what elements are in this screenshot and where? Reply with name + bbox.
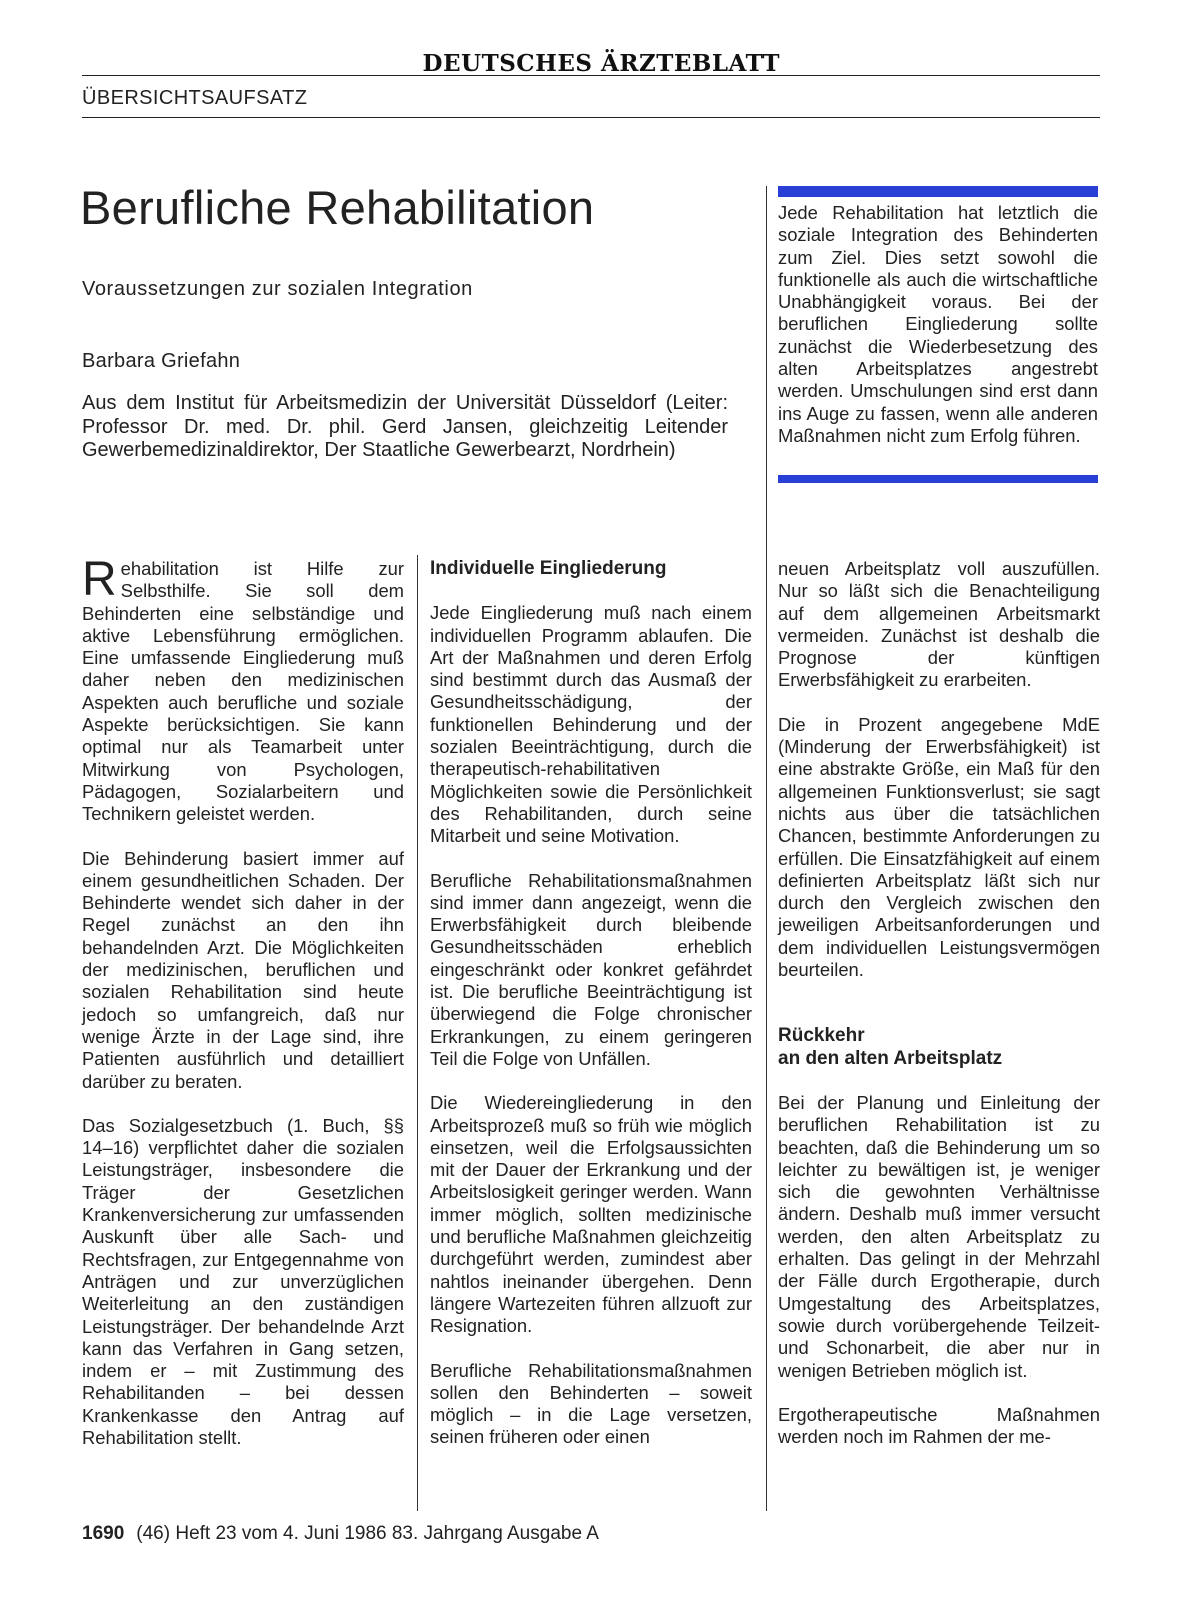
paragraph: Ergotherapeutische Maßnahmen werden noch im Rahmen der me- xyxy=(778,1403,1100,1448)
drop-cap: R xyxy=(82,553,117,606)
paragraph: Bei der Planung und Einleitung der beruflichen Rehabilitation ist zu beachten, daß die Behinderung um so leichter zu bewältigen ist, je weniger sich die gewohnten Verhältnisse ändern. Deshalb muß immer versucht werden, den alten Arbeitsplatz zu erhalten. Das gelingt in der Mehrzahl der Fälle durch Ergotherapie, durch Umgestaltung des Arbeitsplatzes, sowie durch vorübergehende Teilzeit- und Schonarbeit, die aber nur in wenigen Betrieben möglich ist. xyxy=(778,1091,1100,1381)
paragraph-text: ehabilitation ist Hilfe zur Selbsthilfe. Sie soll dem Behinderten eine selbständige und aktive Lebensführung ermöglichen. Eine umfassende Eingliederung muß daher neben den medizinischen Aspekten auch berufliche und soziale Aspekte berücksichtigen. Sie kann optimal nur als Teamarbeit unter Mitwirkung von Psychologen, Pädagogen, Sozialarbeitern und Technikern geleistet werden. xyxy=(82,558,404,825)
paragraph: Die Behinderung basiert immer auf einem gesundheitlichen Schaden. Der Behinderte wendet sich daher in der Regel zunächst an den ihn behandelnden Arzt. Die Möglichkeiten der medizinischen, beruflichen und sozialen Rehabilitation sind heute jedoch so umfangreich, daß nur wenige Ärzte in der Lage sind, ihre Patienten ausführlich und detailliert darüber zu beraten. xyxy=(82,847,404,1092)
section-label: ÜBERSICHTSAUFSATZ xyxy=(82,87,308,109)
paragraph: Jede Eingliederung muß nach einem individuellen Programm ablaufen. Die Art der Maßnahmen und deren Erfolg sind bestimmt durch das Ausmaß der Gesundheitsschädigung, der funktionellen Behinderung und der sozialen Beeinträchtigung, durch die therapeutisch-rehabilitativen Möglichkeiten sowie die Persönlichkeit des Rehabilitanden, durch seine Mitarbeit und seine Motivation. xyxy=(430,602,752,847)
article-subtitle: Voraussetzungen zur sozialen Integration xyxy=(82,278,473,300)
column-divider-1 xyxy=(417,555,418,1511)
paragraph: Berufliche Rehabilitationsmaßnahmen sind immer dann angezeigt, wenn die Erwerbsfähigkeit durch bleibende Gesundheitsschäden erheblich eingeschränkt oder konkret gefährdet ist. Die berufliche Beeinträchtigung ist überwiegend die Folge chronischer Erkrankungen, zu einem geringeren Teil die Folge von Unfällen. xyxy=(430,869,752,1069)
author-affiliation: Aus dem Institut für Arbeitsmedizin der Universität Düsseldorf (Leiter: Professor Dr. med. Dr. phil. Gerd Jansen, gleichzeitig Leitender Gewerbemedizinaldirektor, Der Staatliche Gewerbearzt, Nordrhein) xyxy=(82,392,728,461)
column-divider-2 xyxy=(766,186,767,1511)
abstract-bar-top xyxy=(778,186,1098,197)
paragraph: Berufliche Rehabilitationsmaßnahmen sollen den Behinderten – soweit möglich – in die Lage versetzen, seinen früheren oder einen xyxy=(430,1359,752,1448)
text-column-1 xyxy=(82,553,404,1471)
heading-line-1: Rückkehr xyxy=(778,1025,865,1047)
text-column-3 xyxy=(778,558,1100,1470)
page-number: 1690 xyxy=(82,1523,125,1544)
paragraph xyxy=(82,553,404,826)
paragraph: Die Wiedereingliederung in den Arbeitsprozeß muß so früh wie möglich einsetzen, weil die Erfolgsaussichten mit der Dauer der Erkrankung und der Arbeitslosigkeit geringer werden. Wann immer möglich, sollten medizinische und berufliche Maßnahmen gleichzeitig durchgeführt werden, zumindest aber nahtlos ineinander übergehen. Denn längere Wartezeiten führen allzuoft zur Resignation. xyxy=(430,1092,752,1337)
abstract-bar-bottom xyxy=(778,475,1098,483)
page-footer xyxy=(82,1523,599,1545)
paragraph: Das Sozialgesetzbuch (1. Buch, §§ 14–16) verpflichtet daher die sozialen Leistungsträger, insbesondere die Träger der Gesetzlichen Krankenversicherung zur umfassenden Auskunft über alle Sach- und Rechtsfragen, zur Entgegennahme von Anträgen und zur unverzüglichen Weiterleitung an den zuständigen Leistungsträger. Der behandelnde Arzt kann das Verfahren in Gang setzen, indem er – mit Zustimmung des Rehabilitanden – bei dessen Krankenkasse den Antrag auf Rehabilitation stellt. xyxy=(82,1114,404,1448)
paragraph: neuen Arbeitsplatz voll auszufüllen. Nur so läßt sich die Benachteiligung auf dem allgemeinen Arbeitsmarkt vermeiden. Zunächst ist deshalb die Prognose der künftigen Erwerbsfähigkeit zu erarbeiten. xyxy=(778,558,1100,691)
article-author: Barbara Griefahn xyxy=(82,350,241,372)
section-heading xyxy=(778,1025,1100,1070)
section-heading: Individuelle Eingliederung xyxy=(430,558,667,579)
issue-info: (46) Heft 23 vom 4. Juni 1986 83. Jahrgang Ausgabe A xyxy=(136,1523,599,1544)
heading-line-2: an den alten Arbeitsplatz xyxy=(778,1047,1003,1069)
article-abstract: Jede Rehabilitation hat letztlich die soziale Integration des Behinderten zum Ziel. Dies setzt sowohl die funktionelle als auch die wirtschaftliche Unabhängigkeit voraus. Bei der beruflichen Eingliederung sollte zunächst die Wiederbesetzung des alten Arbeitsplatzes angestrebt werden. Umschulungen sind erst dann ins Auge zu fassen, wenn alle anderen Maßnahmen nicht zum Erfolg führen. xyxy=(778,202,1098,446)
text-column-2 xyxy=(430,558,752,1471)
journal-masthead: DEUTSCHES ÄRZTEBLATT xyxy=(82,50,1100,76)
article-title: Berufliche Rehabilitation xyxy=(80,181,595,234)
paragraph: Die in Prozent angegebene MdE (Minderung der Erwerbsfähigkeit) ist eine abstrakte Größe, ein Maß für den allgemeinen Funktionsverlust; sie sagt nichts aus über die tatsächlichen Chancen, bestimmte Anforderungen zu erfüllen. Die Einsatzfähigkeit auf einem definierten Arbeitsplatz läßt sich nur durch den Vergleich zwischen den jeweiligen Arbeitsanforderungen und dem individuellen Leistungsvermögen beurteilen. xyxy=(778,713,1100,981)
header-rule xyxy=(82,117,1100,118)
